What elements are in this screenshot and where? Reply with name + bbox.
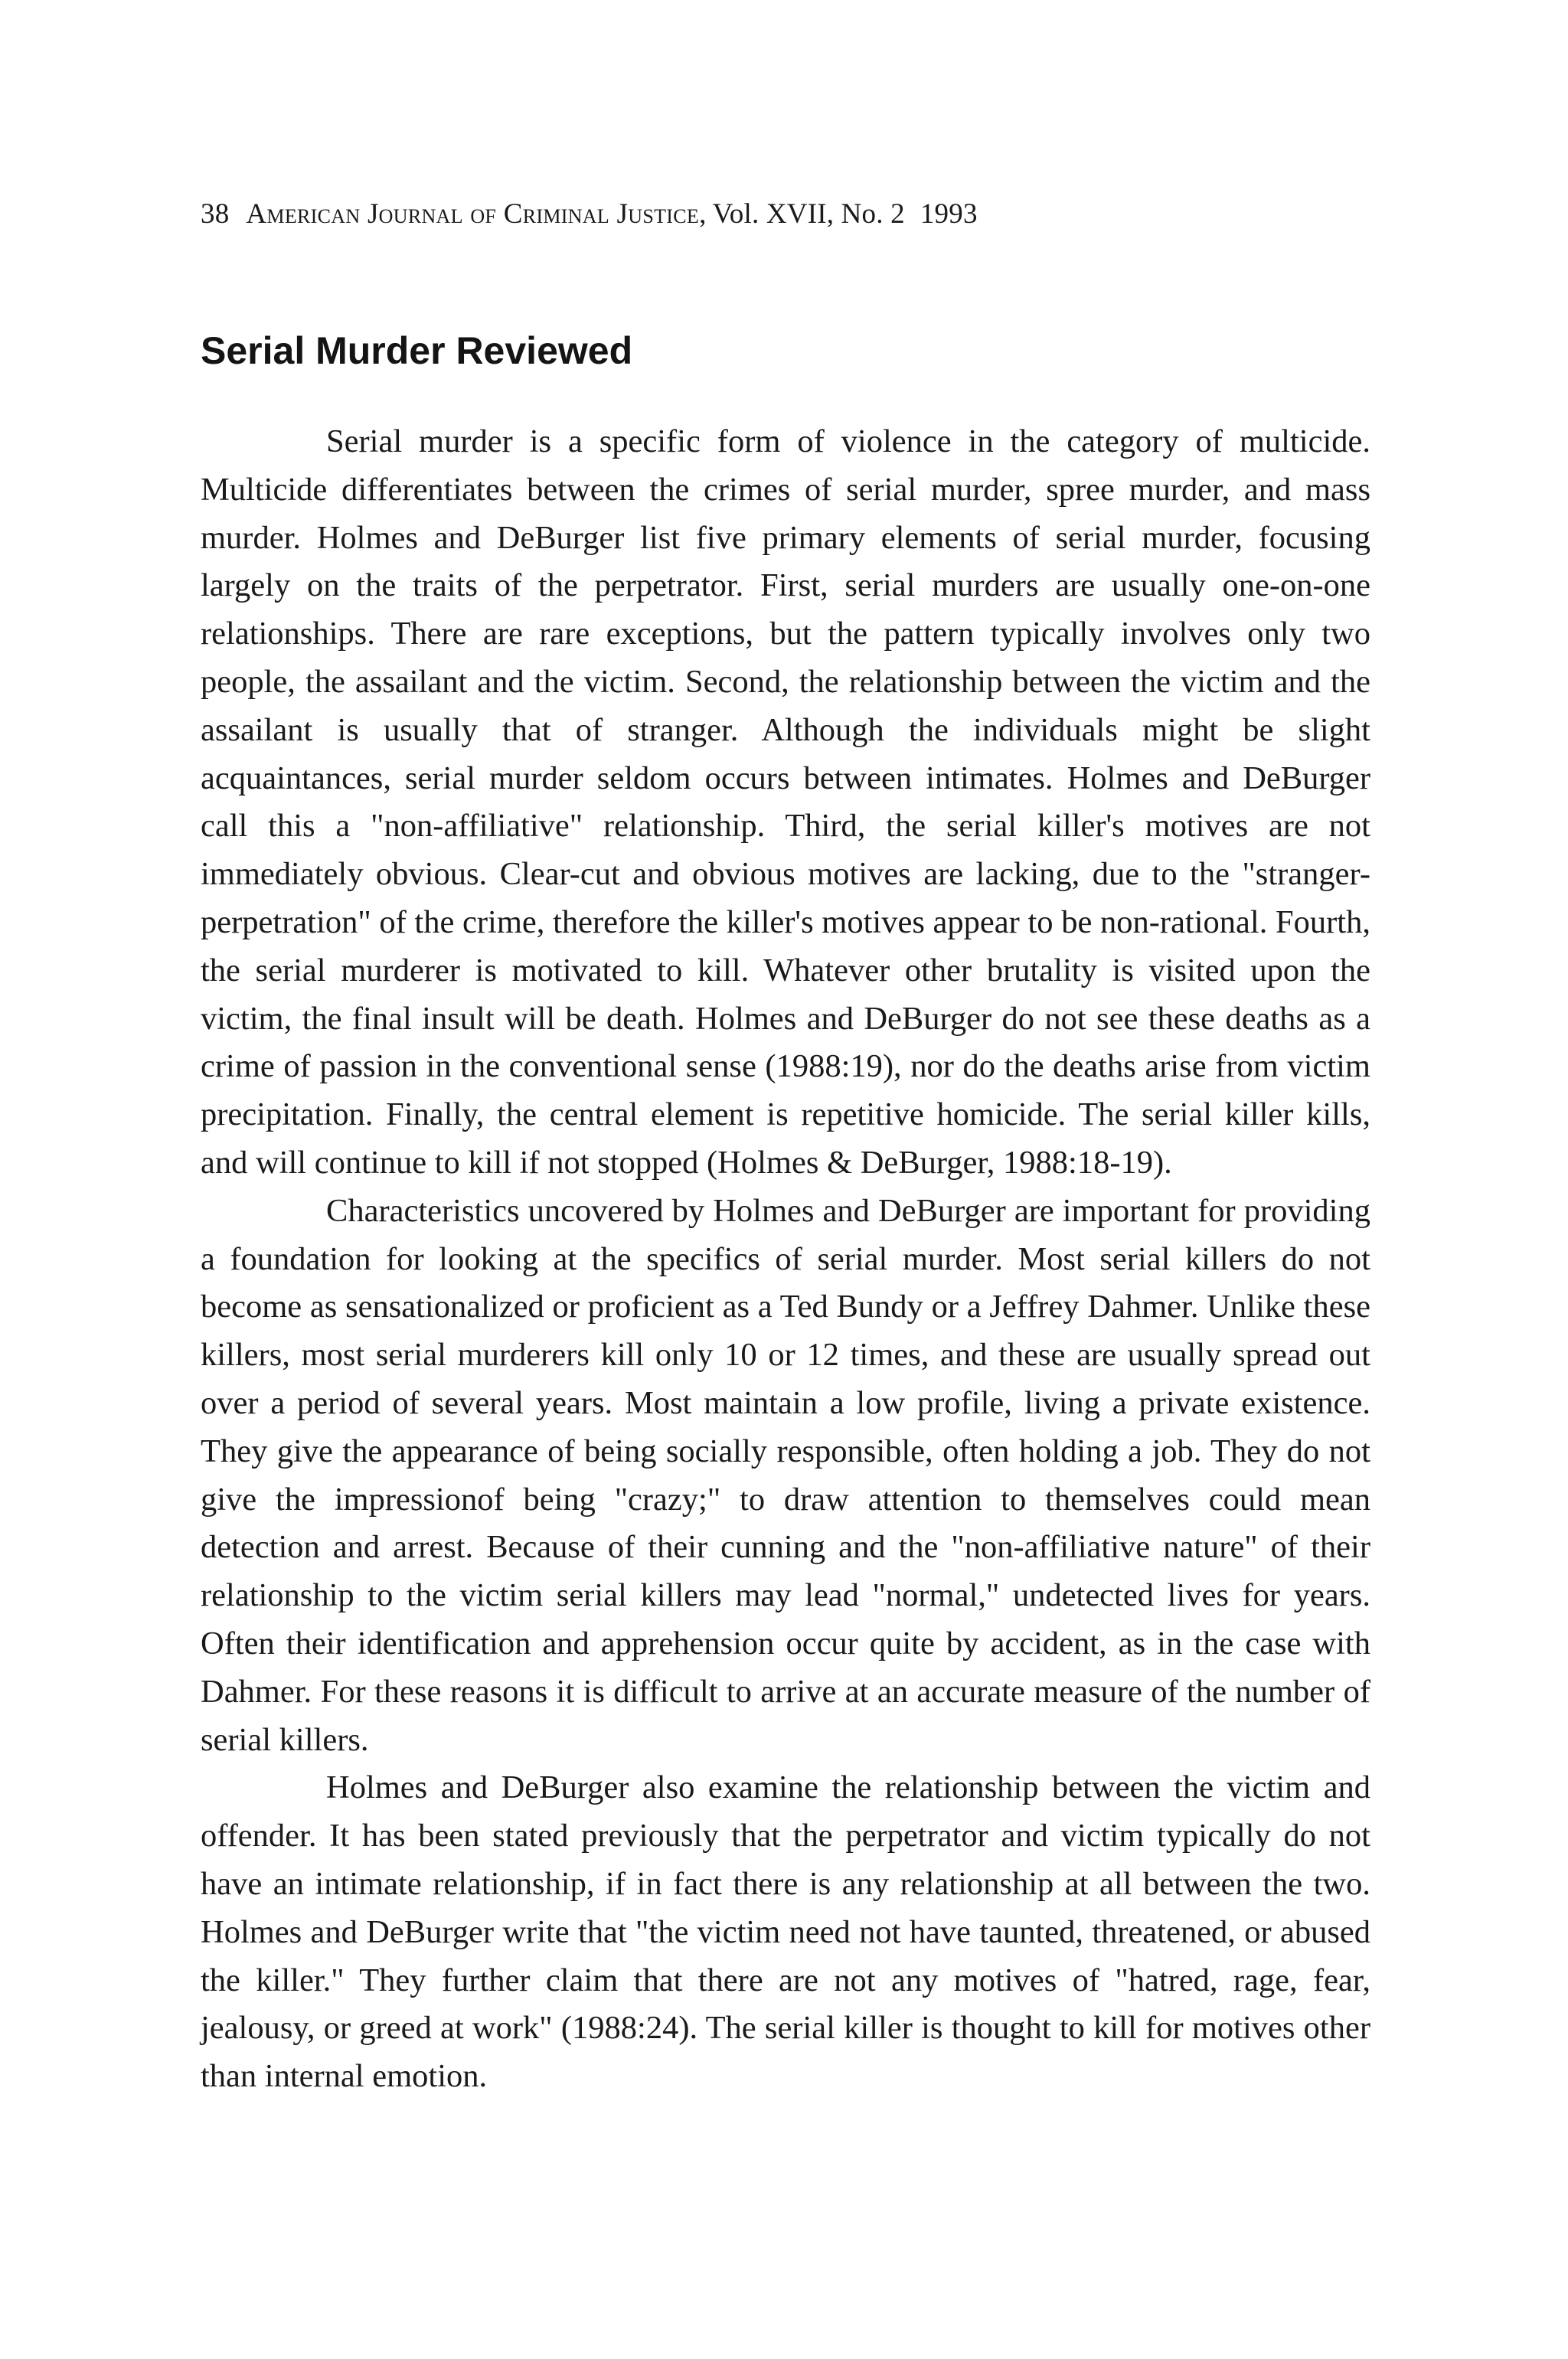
page-number: 38: [201, 198, 230, 230]
body-text: [201, 418, 1370, 2101]
publication-year: 1993: [920, 198, 978, 230]
section-title: Serial Murder Reviewed: [201, 329, 633, 372]
paragraph-2: Characteristics uncovered by Holmes and DeBurger are important for providing a foundation for looking at the specifics of serial murder. Most serial killers do not become as sensationalized or proficient as a Ted Bundy or a Jeffrey Dahmer. Unlike these killers, most serial murderers kill only 10 or 12 times, and these are usually spread out over a period of several years. Most maintain a low profile, living a private existence. They give the appearance of being socially responsible, often holding a job. They do not give the impressionof being "crazy;" to draw attention to themselves could mean detection and arrest. Because of their cunning and the "non-affiliative nature" of their relationship to the victim serial killers may lead "normal," undetected lives for years. Often their identification and apprehension occur quite by accident, as in the case with Dahmer. For these reasons it is difficult to arrive at an accurate measure of the number of serial killers.: [201, 1192, 1370, 1758]
paragraph-1: Serial murder is a specific form of violence in the category of multicide. Multicide differentiates between the crimes of serial murder, spree murder, and mass murder. Holmes and DeBurger list five primary elements of serial murder, focusing largely on the traits of the perpetrator. First, serial murders are usually one-on-one relationships. There are rare exceptions, but the pattern typically involves only two people, the assailant and the victim. Second, the relationship between the victim and the assailant is usually that of stranger. Although the individuals might be slight acquaintances, serial murder seldom occurs between intimates. Holmes and DeBurger call this a "non-affiliative" relationship. Third, the serial killer's motives are not immediately obvious. Clear-cut and obvious motives are lacking, due to the "stranger-perpetration" of the crime, therefore the killer's motives appear to be non-rational. Fourth, the serial murderer is motivated to kill. Whatever other brutality is visited upon the victim, the final insult will be death. Holmes and DeBurger do not see these deaths as a crime of passion in the conventional sense (1988:19), nor do the deaths arise from victim precipitation. Finally, the central element is repetitive homicide. The serial killer kills, and will continue to kill if not stopped (Holmes & DeBurger, 1988:18-19).: [201, 423, 1370, 1181]
journal-name: American Journal of Criminal Justice,: [246, 198, 707, 230]
paragraph-3: Holmes and DeBurger also examine the relationship between the victim and offender. It has been stated previously that the perpetrator and victim typically do not have an intimate relationship, if in fact there is any relationship at all between the two. Holmes and DeBurger write that "the victim need not have taunted, threatened, or abused the killer." They further claim that there are not any motives of "hatred, rage, fear, jealousy, or greed at work" (1988:24). The serial killer is thought to kill for motives other than internal emotion.: [201, 1769, 1370, 2095]
volume-issue: Vol. XVII, No. 2: [712, 198, 905, 230]
running-header: [201, 198, 978, 231]
